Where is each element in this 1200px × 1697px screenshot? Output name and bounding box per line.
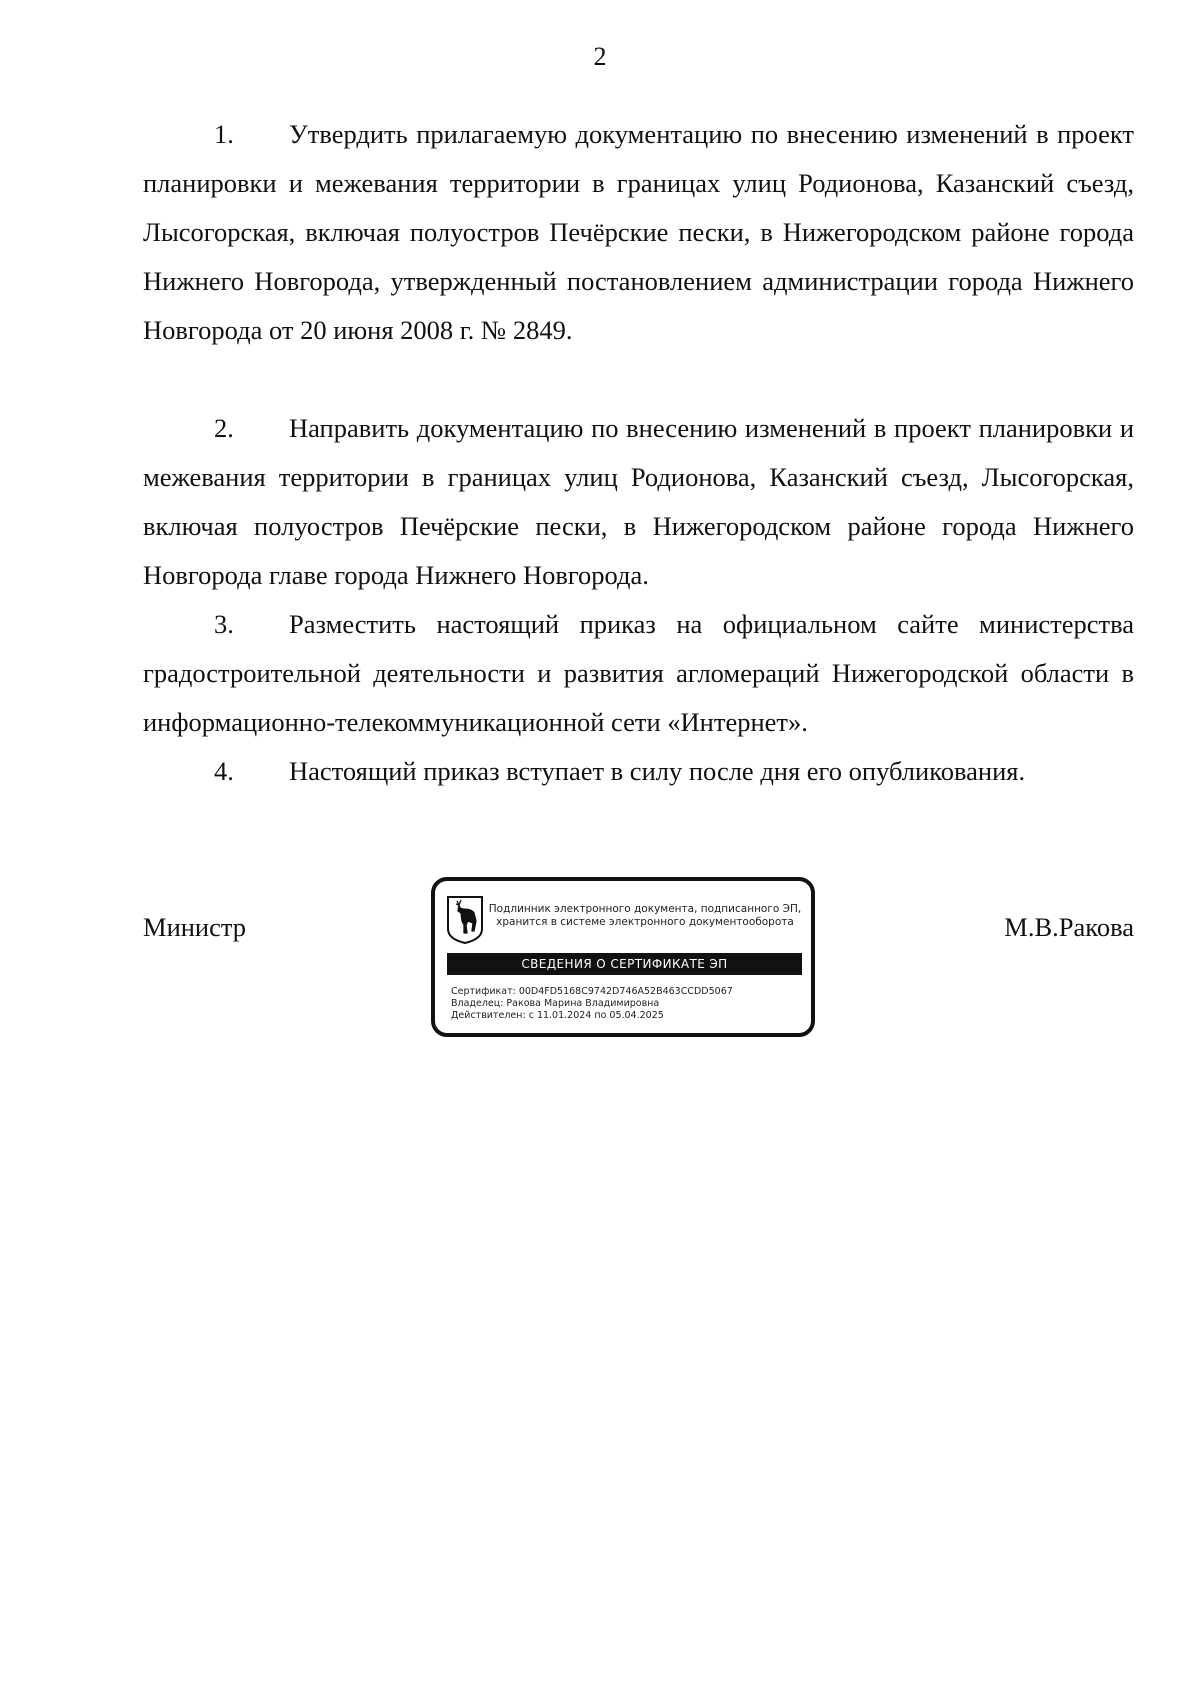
electronic-signature-stamp (431, 877, 815, 1037)
stamp-details (451, 986, 733, 1022)
list-item-3 (143, 600, 1134, 747)
nizhny-novgorod-deer-emblem-icon (446, 895, 484, 945)
certificate-validity: Действителен: с 11.01.2024 по 05.04.2025 (451, 1010, 664, 1021)
list-item-text: Направить документацию по внесению изменений в проект планировки и межевания территории в границах улиц Родионова, Казанский съезд, Лысогорская, включая полуостров Печёрские пески, в Нижегородском районе города Нижнего Новгорода главе города Нижнего Новгорода. (143, 413, 1134, 590)
list-item-number: 1. (214, 119, 234, 149)
page-number: 2 (593, 42, 607, 71)
list-item-1 (143, 110, 1134, 355)
stamp-header: СВЕДЕНИЯ О СЕРТИФИКАТЕ ЭП (447, 953, 802, 975)
signatory-position: Министр (143, 912, 247, 942)
list-item-number: 4. (214, 756, 234, 786)
list-item-number: 2. (214, 413, 234, 443)
stamp-note (487, 903, 803, 929)
list-item-number: 3. (214, 609, 234, 639)
list-item-text: Утвердить прилагаемую документацию по внесению изменений в проект планировки и межевания территории в границах улиц Родионова, Казанский съезд, Лысогорская, включая полуостров Печёрские пески, в Нижегородском районе города Нижнего Новгорода, утвержденный постановлением администрации города Нижнего Новгорода от 20 июня 2008 г. № 2849. (143, 119, 1134, 345)
signatory-name: М.В.Ракова (1004, 912, 1134, 942)
certificate-number: Сертификат: 00D4FD5168C9742D746A52B463CCDD5067 (451, 986, 733, 997)
list-item-4 (143, 747, 1134, 796)
list-item-text: Настоящий приказ вступает в силу после дня его опубликования. (289, 756, 1026, 786)
list-item-text: Разместить настоящий приказ на официальном сайте министерства градостроительной деятельности и развития агломераций Нижегородской области в информационно-телекоммуникационной сети «Интернет». (143, 609, 1134, 737)
certificate-owner: Владелец: Ракова Марина Владимировна (451, 998, 660, 1009)
stamp-note-line-1: Подлинник электронного документа, подписанного ЭП, (488, 903, 802, 915)
stamp-note-line-2: хранится в системе электронного документооборота (496, 916, 794, 928)
list-item-2 (143, 404, 1134, 600)
